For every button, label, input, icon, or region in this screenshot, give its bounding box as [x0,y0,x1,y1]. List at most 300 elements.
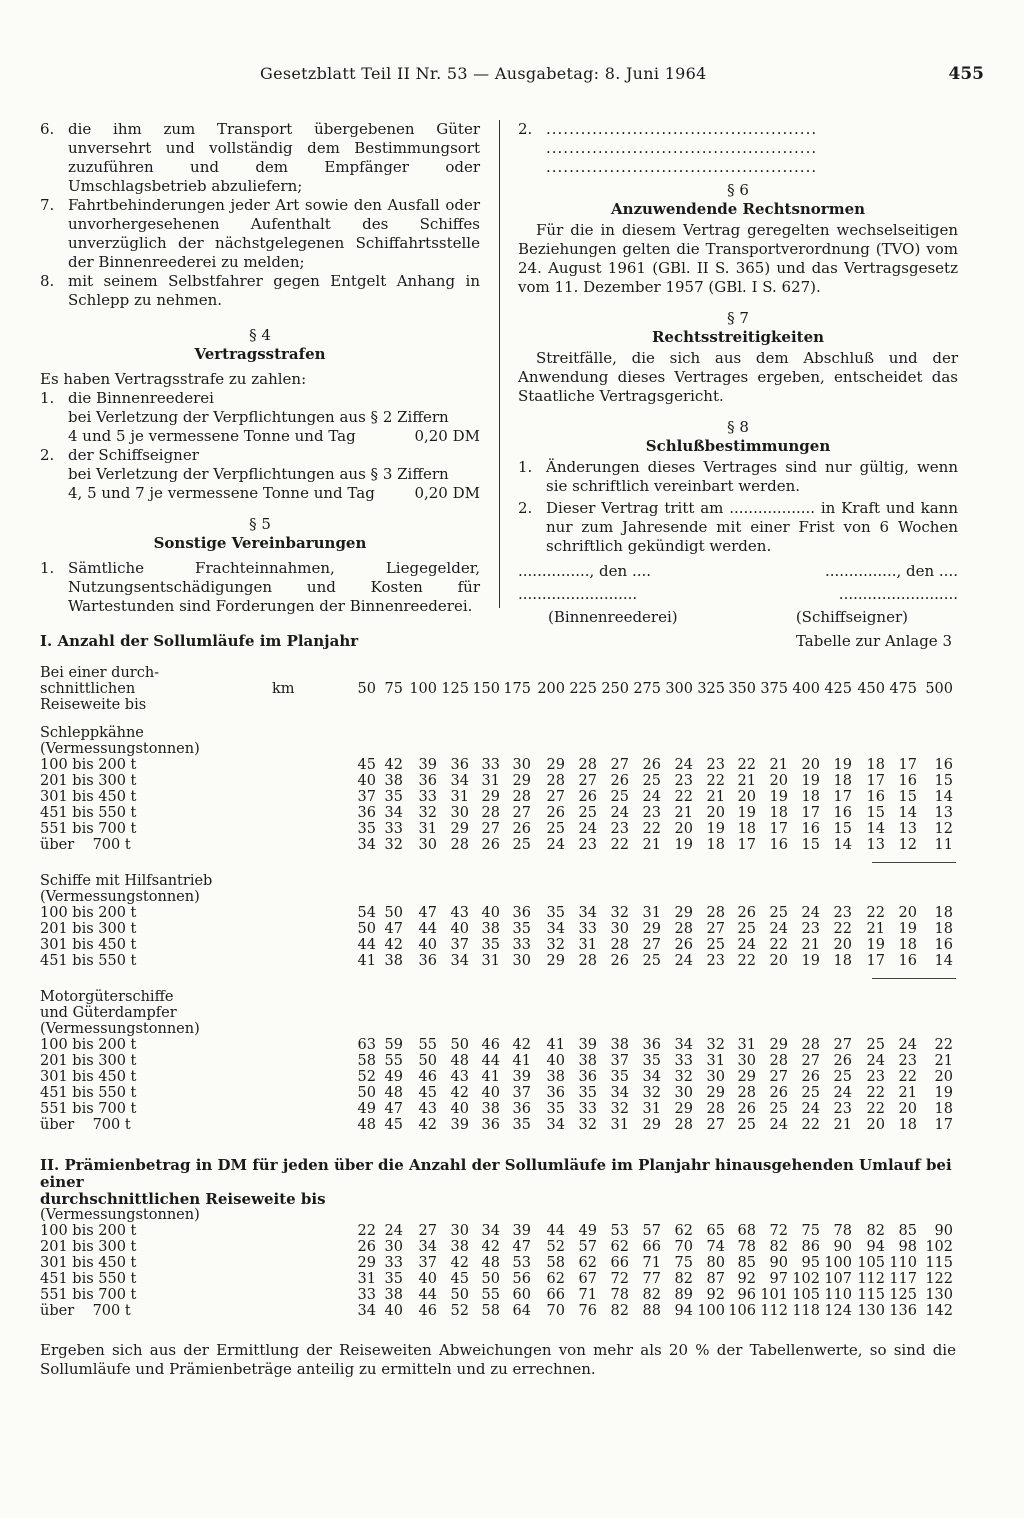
table-cell: 32 [674,1069,693,1085]
table-cell: 53 [610,1223,629,1239]
table-cell: 35 [610,1069,629,1085]
table-cell: 22 [642,821,661,837]
table-cell: 33 [512,937,531,953]
table-cell: 34 [481,1223,500,1239]
table-cell: 32 [418,805,437,821]
table-cell: 38 [578,1053,597,1069]
table-cell: 47 [512,1239,531,1255]
row-label: 301 bis 450 t [40,789,137,805]
row-label: 201 bis 300 t [40,773,137,789]
table-cell: 26 [769,1085,788,1101]
table-cell: 55 [481,1287,500,1303]
table-cell: 39 [578,1037,597,1053]
table-cell: 20 [674,821,693,837]
section-title: Sonstige Vereinbarungen [153,534,367,552]
table-cell: 30 [450,805,469,821]
table-cell: 38 [450,1239,469,1255]
item-text: 4 und 5 je vermessene Tonne und Tag [68,427,356,445]
table-cell: 36 [512,905,531,921]
table-cell: 38 [384,773,403,789]
row-spacer [40,859,956,873]
table-cell: 32 [610,905,629,921]
blank-line: ............................................... [546,120,818,138]
table-cell: 25 [866,1037,885,1053]
table-cell: 24 [801,905,820,921]
table-cell: 43 [450,1069,469,1085]
table-cell: 29 [642,921,661,937]
table-cell: 32 [610,1101,629,1117]
table-cell: 38 [610,1037,629,1053]
table-cell: 27 [418,1223,437,1239]
table-cell: 50 [357,1085,376,1101]
table-cell: 34 [384,805,403,821]
table-cell: 62 [546,1271,565,1287]
table-cell: 23 [801,921,820,937]
table-cell: 82 [610,1303,629,1319]
section-intro: Es haben Vertragsstrafe zu zahlen: [40,370,307,388]
table-cell: 25 [769,1101,788,1117]
table-cell: 54 [357,905,376,921]
table-cell: 34 [418,1239,437,1255]
column-header: 100 [409,681,437,697]
penalty-amount: 0,20 DM [414,484,480,502]
table-cell: 48 [384,1085,403,1101]
table2-heading-line: durchschnittlichen Reiseweite bis [40,1190,326,1208]
table-cell: 34 [642,1069,661,1085]
table-cell: 33 [384,1255,403,1271]
table-cell: 19 [898,921,917,937]
table-cell: 85 [898,1223,917,1239]
table-cell: 12 [898,837,917,853]
table-cell: 70 [546,1303,565,1319]
table-row [40,1085,956,1101]
table-cell: 22 [674,789,693,805]
table-cell: 30 [384,1239,403,1255]
table-cell: 26 [578,789,597,805]
table-cell: 18 [801,789,820,805]
table-cell: 115 [925,1255,953,1271]
table-cell: 92 [737,1271,756,1287]
table-cell: 27 [512,805,531,821]
table-cell: 42 [481,1239,500,1255]
table-row [40,757,956,773]
table-cell: 22 [610,837,629,853]
column-header: 275 [633,681,661,697]
table-cell: 22 [866,1085,885,1101]
table-cell: 34 [450,773,469,789]
table-cell: 58 [546,1255,565,1271]
column-divider [499,120,500,608]
table-cell: 38 [384,1287,403,1303]
table-cell: 37 [418,1255,437,1271]
table-cell: 38 [481,921,500,937]
table-cell: 125 [889,1287,917,1303]
table-cell: 20 [898,1101,917,1117]
table-cell: 22 [934,1037,953,1053]
table-cell: 30 [512,757,531,773]
table-row [40,937,956,953]
row-label: Bei einer durch- [40,665,160,681]
row-label: 201 bis 300 t [40,1053,137,1069]
table-cell: 18 [934,1101,953,1117]
table-cell: 87 [706,1271,725,1287]
table-cell: 37 [450,937,469,953]
table-cell: 12 [934,821,953,837]
row-label: (Vermessungstonnen) [40,1207,200,1223]
item-text: die ihm zum Transport übergebenen Güter unversehrt und vollständig dem Bestimmungsort zuzuführen und dem Empfänger oder Umschlagsbetrieb abzuliefern; [68,120,480,195]
table-cell: 40 [450,1101,469,1117]
table-cell: 28 [546,773,565,789]
table-cell: 17 [866,953,885,969]
table-cell: 24 [769,921,788,937]
table-cell: 40 [418,937,437,953]
table-cell: 100 [697,1303,725,1319]
table-cell: 110 [889,1255,917,1271]
table2 [40,1207,956,1319]
table-cell: 22 [769,937,788,953]
table-cell: 42 [450,1085,469,1101]
row-label: 451 bis 550 t [40,953,137,969]
table-cell: 31 [706,1053,725,1069]
row-label: und Güterdampfer [40,1005,177,1021]
table-cell: 31 [737,1037,756,1053]
table-cell: 40 [481,905,500,921]
item-number: 2. [518,120,533,138]
table2-heading [40,1157,956,1208]
table-cell: 31 [418,821,437,837]
row-label: 301 bis 450 t [40,1255,137,1271]
table-cell: 24 [546,837,565,853]
table-cell: 34 [546,1117,565,1133]
column-header: 325 [697,681,725,697]
table-cell: 66 [610,1255,629,1271]
list-item [40,389,480,446]
table-cell: 25 [769,905,788,921]
table-cell: 17 [934,1117,953,1133]
table-cell: 41 [357,953,376,969]
table-cell: 20 [769,953,788,969]
table-cell: 19 [801,773,820,789]
table-cell: 88 [642,1303,661,1319]
table-cell: 41 [481,1069,500,1085]
table-cell: 25 [642,773,661,789]
table-cell: 85 [737,1255,756,1271]
table-rule [872,978,956,979]
table2-heading-line: II. Prämienbetrag in DM für jeden über die Anzahl der Sollumläufe im Planjahr hinausgehenden Umlauf bei einer [40,1156,952,1191]
signature-lines [518,585,958,604]
table-cell: 52 [546,1239,565,1255]
table-cell: 58 [481,1303,500,1319]
table-row [40,1117,956,1133]
table-row [40,665,956,681]
section-text: Für die in diesem Vertrag geregelten wechselseitigen Beziehungen gelten die Transportverordnung (TVO) vom 24. August 1961 (GBl. II S. 365) und das Vertragsgesetz vom 11. Dezember 1957 (GBl. I S. 627). [518,221,958,296]
table-cell: 21 [833,1117,852,1133]
row-label: 100 bis 200 t [40,1223,137,1239]
table-cell: 11 [934,837,953,853]
item-number: 8. [40,272,55,290]
item-number: 1. [518,458,533,476]
list-item [40,120,480,196]
column-header: 175 [503,681,531,697]
table-cell: 20 [769,773,788,789]
column-header: 400 [792,681,820,697]
table-cell: 30 [450,1223,469,1239]
table-cell: 24 [674,953,693,969]
table-cell: 44 [418,921,437,937]
table-cell: 21 [934,1053,953,1069]
table-cell: 33 [357,1287,376,1303]
table-cell: 29 [357,1255,376,1271]
table-cell: 26 [610,773,629,789]
list-item [518,458,958,496]
table-cell: 29 [706,1085,725,1101]
table-cell: 33 [384,821,403,837]
table-cell: 90 [769,1255,788,1271]
table-cell: 25 [512,837,531,853]
table-cell: 18 [934,905,953,921]
table-cell: 32 [546,937,565,953]
table-cell: 22 [898,1069,917,1085]
row-label: 551 bis 700 t [40,1287,137,1303]
table-cell: 71 [578,1287,597,1303]
table-row [40,905,956,921]
table-cell: 45 [384,1117,403,1133]
table-cell: 24 [674,757,693,773]
table-cell: 34 [674,1037,693,1053]
table-cell: 24 [866,1053,885,1069]
table-cell: 23 [833,1101,852,1117]
table-cell: 105 [857,1255,885,1271]
row-label: über 700 t [40,1117,131,1133]
table-cell: 15 [866,805,885,821]
column-header: 125 [441,681,469,697]
table-cell: 52 [450,1303,469,1319]
table-row [40,821,956,837]
table-cell: 92 [706,1287,725,1303]
table-cell: 15 [801,837,820,853]
table-cell: 25 [706,937,725,953]
table-row [40,1207,956,1223]
table-row [40,1239,956,1255]
item-text: die Binnenreederei [68,389,214,407]
table-cell: 50 [481,1271,500,1287]
table-cell: 55 [384,1053,403,1069]
table-cell: 56 [512,1271,531,1287]
table-cell: 25 [833,1069,852,1085]
table-cell: 23 [578,837,597,853]
footer-note: Ergeben sich aus der Ermittlung der Reiseweiten Abweichungen von mehr als 20 % der Tabellenwerte, so sind die Sollumläufe und Prämienbeträge anteilig zu ermitteln und zu errechnen. [40,1341,956,1378]
table-cell: 20 [737,789,756,805]
table-cell: 19 [934,1085,953,1101]
table-cell: 39 [418,757,437,773]
table-cell: 26 [357,1239,376,1255]
table-cell: 30 [737,1053,756,1069]
table-cell: 28 [674,921,693,937]
table-cell: 66 [642,1239,661,1255]
signature-label-right: (Schiffseigner) [795,608,908,626]
table-cell: 57 [642,1223,661,1239]
section-title: Schlußbestimmungen [645,437,831,455]
table-cell: 26 [801,1069,820,1085]
table-cell: 13 [898,821,917,837]
date-line-left: ..............., den .... [518,562,652,580]
table-cell: 24 [737,937,756,953]
table-cell: 58 [357,1053,376,1069]
table-cell: 94 [674,1303,693,1319]
table-cell: 107 [824,1271,852,1287]
table-cell: 16 [801,821,820,837]
table-cell: 130 [925,1287,953,1303]
table-cell: 36 [578,1069,597,1085]
table-cell: 36 [450,757,469,773]
table-cell: 33 [418,789,437,805]
table-cell: 31 [642,905,661,921]
item-number: 7. [40,196,55,214]
table-cell: 19 [866,937,885,953]
page-number: 455 [948,64,984,84]
table-row [40,889,956,905]
signature-labels [518,608,958,627]
table-cell: 50 [450,1037,469,1053]
table-cell: 14 [934,789,953,805]
header-label: schnittlichen [40,681,136,697]
table-cell: 14 [833,837,852,853]
table-row [40,1101,956,1117]
table-cell: 30 [610,921,629,937]
table-cell: 22 [866,1101,885,1117]
table-cell: 20 [898,905,917,921]
table-cell: 50 [384,905,403,921]
table-cell: 27 [481,821,500,837]
table-cell: 29 [674,905,693,921]
table-cell: 21 [674,805,693,821]
table-cell: 23 [706,757,725,773]
table-cell: 142 [925,1303,953,1319]
column-header: 375 [760,681,788,697]
section-number: § 5 [249,515,271,533]
section-title: Anzuwendende Rechtsnormen [610,200,866,218]
table-cell: 35 [578,1085,597,1101]
item-number: 2. [518,499,533,517]
table-cell: 43 [418,1101,437,1117]
table-cell: 29 [546,757,565,773]
table-cell: 34 [546,921,565,937]
table-cell: 62 [674,1223,693,1239]
table-cell: 115 [857,1287,885,1303]
table-cell: 25 [578,805,597,821]
table-row [40,989,956,1005]
table-cell: 76 [578,1303,597,1319]
table-row [40,725,956,741]
table-cell: 35 [546,1101,565,1117]
table-cell: 29 [769,1037,788,1053]
table-cell: 30 [418,837,437,853]
table-cell: 44 [418,1287,437,1303]
table-cell: 25 [801,1085,820,1101]
table-cell: 71 [642,1255,661,1271]
table-cell: 72 [610,1271,629,1287]
row-label: Schiffe mit Hilfsantrieb [40,873,213,889]
table-cell: 27 [610,757,629,773]
list-item [518,120,958,139]
table-row [40,805,956,821]
column-header: 500 [925,681,953,697]
table-cell: 21 [866,921,885,937]
section-text: Streitfälle, die sich aus dem Abschluß und der Anwendung dieses Vertrages ergeben, entscheidet das Staatliche Vertragsgericht. [518,349,958,405]
table-cell: 97 [769,1271,788,1287]
table-cell: 28 [578,953,597,969]
table-cell: 18 [706,837,725,853]
table-cell: 39 [512,1069,531,1085]
table-cell: 136 [889,1303,917,1319]
table-cell: 34 [578,905,597,921]
section-number: § 6 [727,181,749,199]
table-cell: 64 [512,1303,531,1319]
signature-label-left: (Binnenreederei) [548,608,678,626]
table-row [40,1303,956,1319]
right-column [518,120,958,627]
table-cell: 21 [898,1085,917,1101]
table-cell: 30 [706,1069,725,1085]
table-caption: Tabelle zur Anlage 3 [795,632,952,650]
table-cell: 43 [450,905,469,921]
table-row [40,1223,956,1239]
table-cell: 45 [418,1085,437,1101]
table-cell: 34 [450,953,469,969]
table-cell: 44 [546,1223,565,1239]
table-cell: 102 [792,1271,820,1287]
table-cell: 74 [706,1239,725,1255]
row-label: 100 bis 200 t [40,1037,137,1053]
signature-dates [518,562,958,581]
table-cell: 16 [898,773,917,789]
row-label: (Vermessungstonnen) [40,889,200,905]
left-column [40,120,480,616]
table-row [40,741,956,757]
table-cell: 32 [706,1037,725,1053]
table-cell: 41 [546,1037,565,1053]
row-label: über 700 t [40,837,131,853]
table-cell: 26 [642,757,661,773]
table-cell: 39 [450,1117,469,1133]
row-label: (Vermessungstonnen) [40,741,200,757]
table-cell: 75 [674,1255,693,1271]
table-row [40,1037,956,1053]
table-cell: 77 [642,1271,661,1287]
table-cell: 18 [898,1117,917,1133]
table-cell: 27 [769,1069,788,1085]
table-cell: 82 [642,1287,661,1303]
table-cell: 25 [546,821,565,837]
table-row [40,1271,956,1287]
table-cell: 19 [769,789,788,805]
table-cell: 33 [578,1101,597,1117]
table-cell: 40 [418,1271,437,1287]
table-cell: 22 [357,1223,376,1239]
column-header: 250 [601,681,629,697]
table-cell: 33 [481,757,500,773]
table-cell: 65 [706,1223,725,1239]
list-item [40,196,480,272]
table-cell: 26 [512,821,531,837]
table-cell: 19 [801,953,820,969]
table-cell: 18 [934,921,953,937]
table-cell: 38 [481,1101,500,1117]
table-cell: 70 [674,1239,693,1255]
table-cell: 27 [546,789,565,805]
table-cell: 50 [418,1053,437,1069]
column-header: 75 [384,681,403,697]
